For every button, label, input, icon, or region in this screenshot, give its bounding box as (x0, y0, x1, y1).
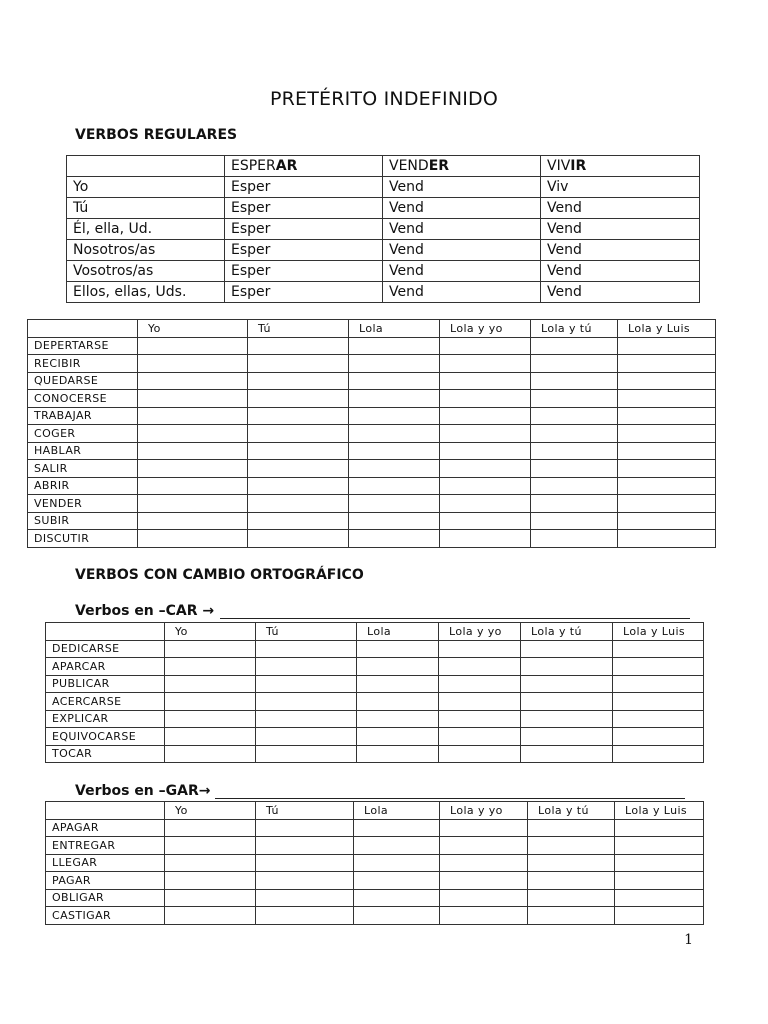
answer-cell[interactable] (528, 907, 615, 925)
answer-cell[interactable] (138, 425, 248, 443)
answer-cell[interactable] (349, 355, 440, 373)
answer-cell[interactable] (354, 889, 440, 907)
answer-cell[interactable] (618, 337, 716, 355)
regular-verbs-heading: VERBOS REGULARES (75, 127, 238, 143)
answer-cell[interactable] (138, 512, 248, 530)
verb-ending: IR (570, 158, 587, 174)
answer-cell[interactable] (165, 889, 256, 907)
table-row (28, 355, 716, 373)
answer-cell[interactable] (138, 372, 248, 390)
answer-cell[interactable] (165, 872, 256, 890)
car-heading (75, 603, 214, 619)
answer-cell[interactable] (256, 745, 357, 763)
verb-cell: TOCAR (46, 745, 165, 763)
answer-cell[interactable] (439, 728, 521, 746)
answer-cell[interactable] (528, 872, 615, 890)
practice-table (27, 319, 716, 548)
answer-cell[interactable] (618, 390, 716, 408)
empty-corner-cell (46, 623, 165, 641)
table-row (67, 240, 700, 261)
empty-corner-cell (67, 156, 225, 177)
answer-cell[interactable] (439, 745, 521, 763)
verb-cell: APAGAR (46, 819, 165, 837)
table-row (46, 889, 704, 907)
pronoun-header-cell: Lola y yo (440, 320, 531, 338)
verb-cell: EXPLICAR (46, 710, 165, 728)
answer-cell[interactable] (618, 530, 716, 548)
conjugation-cell: Vend (541, 282, 700, 303)
verb-cell: ABRIR (28, 477, 138, 495)
answer-cell[interactable] (440, 495, 531, 513)
conjugation-cell: Vend (541, 261, 700, 282)
pronoun-header-cell: Lola y yo (439, 623, 521, 641)
answer-cell[interactable] (256, 907, 354, 925)
answer-cell[interactable] (248, 355, 349, 373)
answer-cell[interactable] (439, 710, 521, 728)
answer-cell[interactable] (615, 819, 704, 837)
verb-cell: OBLIGAR (46, 889, 165, 907)
answer-cell[interactable] (613, 710, 704, 728)
gar-heading-label: Verbos en –GAR (75, 783, 199, 799)
answer-cell[interactable] (354, 819, 440, 837)
pronoun-header-cell: Tú (256, 802, 354, 820)
answer-cell[interactable] (349, 372, 440, 390)
pronoun-header-cell: Lola (349, 320, 440, 338)
answer-cell[interactable] (521, 693, 613, 711)
pronoun-header-cell: Tú (248, 320, 349, 338)
pronoun-header-cell: Tú (256, 623, 357, 641)
answer-cell[interactable] (521, 728, 613, 746)
answer-cell[interactable] (440, 460, 531, 478)
answer-cell[interactable] (440, 837, 528, 855)
answer-cell[interactable] (165, 658, 256, 676)
table-row (46, 819, 704, 837)
gar-table (45, 801, 704, 925)
answer-cell[interactable] (528, 819, 615, 837)
table-row (28, 460, 716, 478)
verb-cell: COGER (28, 425, 138, 443)
answer-cell[interactable] (440, 889, 528, 907)
answer-cell[interactable] (618, 512, 716, 530)
conjugation-cell: Esper (225, 177, 383, 198)
verb-cell: APARCAR (46, 658, 165, 676)
verb-cell: DEPERTARSE (28, 337, 138, 355)
answer-cell[interactable] (439, 693, 521, 711)
answer-cell[interactable] (531, 477, 618, 495)
conjugation-cell: Vend (541, 240, 700, 261)
grid-header-row (46, 623, 704, 641)
table-row (46, 854, 704, 872)
answer-cell[interactable] (440, 390, 531, 408)
answer-cell[interactable] (165, 854, 256, 872)
answer-cell[interactable] (354, 907, 440, 925)
pronoun-header-cell: Yo (165, 623, 256, 641)
answer-cell[interactable] (165, 710, 256, 728)
answer-cell[interactable] (357, 745, 439, 763)
table-row (46, 675, 704, 693)
answer-cell[interactable] (357, 693, 439, 711)
pronoun-header-cell: Yo (138, 320, 248, 338)
conjugation-cell: Esper (225, 261, 383, 282)
answer-cell[interactable] (439, 675, 521, 693)
answer-cell[interactable] (256, 658, 357, 676)
answer-cell[interactable] (256, 889, 354, 907)
answer-cell[interactable] (618, 372, 716, 390)
answer-cell[interactable] (349, 390, 440, 408)
table-row (67, 282, 700, 303)
answer-cell[interactable] (615, 837, 704, 855)
verb-column-header (225, 156, 383, 177)
answer-cell[interactable] (138, 407, 248, 425)
car-heading-label: Verbos en –CAR (75, 603, 198, 619)
answer-cell[interactable] (618, 355, 716, 373)
answer-cell[interactable] (531, 425, 618, 443)
answer-cell[interactable] (615, 854, 704, 872)
answer-cell[interactable] (349, 530, 440, 548)
empty-corner-cell (28, 320, 138, 338)
answer-cell[interactable] (531, 495, 618, 513)
page-title: PRETÉRITO INDEFINIDO (269, 88, 499, 110)
table-row (28, 442, 716, 460)
verb-cell: DISCUTIR (28, 530, 138, 548)
answer-cell[interactable] (615, 872, 704, 890)
arrow-right-icon: → (202, 603, 215, 619)
conjugation-cell: Vend (383, 240, 541, 261)
pronoun-header-cell: Lola y Luis (615, 802, 704, 820)
table-row (67, 261, 700, 282)
answer-cell[interactable] (138, 442, 248, 460)
pronoun-header-cell: Lola y yo (440, 802, 528, 820)
verb-ending: AR (275, 158, 298, 174)
table-row (28, 407, 716, 425)
conjugation-cell: Vend (383, 282, 541, 303)
answer-cell[interactable] (165, 675, 256, 693)
answer-cell[interactable] (357, 640, 439, 658)
answer-cell[interactable] (349, 495, 440, 513)
verb-cell: ENTREGAR (46, 837, 165, 855)
answer-cell[interactable] (440, 530, 531, 548)
empty-corner-cell (46, 802, 165, 820)
answer-cell[interactable] (613, 658, 704, 676)
pronoun-cell: Ellos, ellas, Uds. (67, 282, 225, 303)
answer-cell[interactable] (357, 675, 439, 693)
table-row (46, 640, 704, 658)
answer-cell[interactable] (531, 530, 618, 548)
answer-cell[interactable] (531, 390, 618, 408)
answer-cell[interactable] (138, 530, 248, 548)
answer-cell[interactable] (528, 837, 615, 855)
answer-cell[interactable] (440, 372, 531, 390)
verb-column-header (541, 156, 700, 177)
answer-cell[interactable] (248, 425, 349, 443)
table-row (46, 728, 704, 746)
pronoun-header-cell: Lola y Luis (618, 320, 716, 338)
answer-cell[interactable] (357, 710, 439, 728)
answer-cell[interactable] (531, 337, 618, 355)
answer-cell[interactable] (521, 710, 613, 728)
answer-cell[interactable] (354, 854, 440, 872)
answer-cell[interactable] (528, 854, 615, 872)
answer-cell[interactable] (256, 640, 357, 658)
answer-cell[interactable] (440, 512, 531, 530)
table-row (46, 745, 704, 763)
table-row (28, 425, 716, 443)
conjugation-cell: Esper (225, 240, 383, 261)
verb-cell: EQUIVOCARSE (46, 728, 165, 746)
answer-cell[interactable] (531, 407, 618, 425)
pronoun-cell: Yo (67, 177, 225, 198)
answer-cell[interactable] (256, 675, 357, 693)
conjugation-cell: Vend (541, 219, 700, 240)
answer-cell[interactable] (256, 837, 354, 855)
answer-cell[interactable] (165, 640, 256, 658)
answer-cell[interactable] (138, 337, 248, 355)
verb-cell: TRABAJAR (28, 407, 138, 425)
answer-cell[interactable] (248, 495, 349, 513)
verb-stem: VIV (547, 158, 571, 174)
verb-cell: SALIR (28, 460, 138, 478)
answer-cell[interactable] (440, 425, 531, 443)
table-row (46, 872, 704, 890)
answer-cell[interactable] (165, 837, 256, 855)
answer-cell[interactable] (531, 460, 618, 478)
conjugation-cell: Esper (225, 198, 383, 219)
table-row (67, 219, 700, 240)
page-number: 1 (684, 932, 693, 948)
answer-cell[interactable] (615, 889, 704, 907)
answer-cell[interactable] (613, 675, 704, 693)
answer-cell[interactable] (618, 442, 716, 460)
answer-cell[interactable] (248, 477, 349, 495)
verb-cell: DEDICARSE (46, 640, 165, 658)
answer-cell[interactable] (440, 819, 528, 837)
answer-cell[interactable] (349, 460, 440, 478)
verb-cell: PAGAR (46, 872, 165, 890)
answer-cell[interactable] (531, 355, 618, 373)
answer-cell[interactable] (521, 745, 613, 763)
answer-cell[interactable] (256, 854, 354, 872)
answer-cell[interactable] (354, 872, 440, 890)
verb-cell: CASTIGAR (46, 907, 165, 925)
answer-cell[interactable] (138, 495, 248, 513)
answer-cell[interactable] (256, 819, 354, 837)
verb-ending: ER (428, 158, 450, 174)
pronoun-cell: Nosotros/as (67, 240, 225, 261)
orthographic-heading: VERBOS CON CAMBIO ORTOGRÁFICO (75, 567, 364, 583)
answer-cell[interactable] (349, 512, 440, 530)
answer-cell[interactable] (613, 640, 704, 658)
conjugation-cell: Vend (383, 198, 541, 219)
answer-cell[interactable] (357, 658, 439, 676)
verb-cell: CONOCERSE (28, 390, 138, 408)
answer-cell[interactable] (165, 693, 256, 711)
answer-cell[interactable] (248, 337, 349, 355)
pronoun-cell: Tú (67, 198, 225, 219)
answer-cell[interactable] (248, 530, 349, 548)
gar-answer-line[interactable] (215, 798, 685, 799)
pronoun-header-cell: Lola y tú (531, 320, 618, 338)
answer-cell[interactable] (618, 460, 716, 478)
table-row (28, 530, 716, 548)
answer-cell[interactable] (349, 442, 440, 460)
conjugation-cell: Esper (225, 219, 383, 240)
answer-cell[interactable] (248, 407, 349, 425)
answer-cell[interactable] (165, 907, 256, 925)
grid-header-row (28, 320, 716, 338)
verb-column-header (383, 156, 541, 177)
answer-cell[interactable] (138, 355, 248, 373)
table-row (46, 658, 704, 676)
answer-cell[interactable] (618, 425, 716, 443)
answer-cell[interactable] (349, 407, 440, 425)
answer-cell[interactable] (248, 372, 349, 390)
table-row (46, 907, 704, 925)
table-row (46, 693, 704, 711)
answer-cell[interactable] (618, 407, 716, 425)
answer-cell[interactable] (440, 907, 528, 925)
answer-cell[interactable] (618, 477, 716, 495)
verb-stem: ESPER (231, 158, 276, 174)
answer-cell[interactable] (440, 355, 531, 373)
pronoun-cell: Vosotros/as (67, 261, 225, 282)
answer-cell[interactable] (256, 710, 357, 728)
answer-cell[interactable] (354, 837, 440, 855)
answer-cell[interactable] (248, 442, 349, 460)
answer-cell[interactable] (138, 477, 248, 495)
answer-cell[interactable] (615, 907, 704, 925)
answer-cell[interactable] (256, 693, 357, 711)
gar-heading (75, 783, 211, 799)
verb-cell: PUBLICAR (46, 675, 165, 693)
answer-cell[interactable] (248, 390, 349, 408)
answer-cell[interactable] (165, 728, 256, 746)
verb-cell: HABLAR (28, 442, 138, 460)
table-row (28, 495, 716, 513)
answer-cell[interactable] (521, 675, 613, 693)
car-answer-line[interactable] (220, 618, 690, 619)
table-row (28, 337, 716, 355)
answer-cell[interactable] (618, 495, 716, 513)
answer-cell[interactable] (165, 745, 256, 763)
table-row (28, 512, 716, 530)
conjugation-cell: Viv (541, 177, 700, 198)
answer-cell[interactable] (521, 658, 613, 676)
answer-cell[interactable] (440, 407, 531, 425)
table-row (46, 837, 704, 855)
verb-stem: VEND (389, 158, 429, 174)
table-row (67, 177, 700, 198)
table-row (28, 477, 716, 495)
pronoun-header-cell: Lola (354, 802, 440, 820)
answer-cell[interactable] (531, 372, 618, 390)
answer-cell[interactable] (439, 640, 521, 658)
answer-cell[interactable] (138, 390, 248, 408)
grid-header-row (46, 802, 704, 820)
verb-cell: SUBIR (28, 512, 138, 530)
verb-cell: LLEGAR (46, 854, 165, 872)
conjugation-cell: Vend (383, 177, 541, 198)
answer-cell[interactable] (531, 512, 618, 530)
table-row (46, 710, 704, 728)
answer-cell[interactable] (439, 658, 521, 676)
answer-cell[interactable] (165, 819, 256, 837)
answer-cell[interactable] (440, 854, 528, 872)
answer-cell[interactable] (248, 512, 349, 530)
answer-cell[interactable] (256, 728, 357, 746)
answer-cell[interactable] (349, 425, 440, 443)
car-table (45, 622, 704, 763)
answer-cell[interactable] (613, 745, 704, 763)
answer-cell[interactable] (349, 337, 440, 355)
conjugation-cell: Vend (541, 198, 700, 219)
answer-cell[interactable] (256, 872, 354, 890)
pronoun-header-cell: Lola y tú (528, 802, 615, 820)
answer-cell[interactable] (349, 477, 440, 495)
answer-cell[interactable] (357, 728, 439, 746)
verb-cell: VENDER (28, 495, 138, 513)
answer-cell[interactable] (440, 477, 531, 495)
conjugation-cell: Esper (225, 282, 383, 303)
pronoun-header-cell: Lola y Luis (613, 623, 704, 641)
answer-cell[interactable] (528, 889, 615, 907)
pronoun-header-cell: Lola y tú (521, 623, 613, 641)
answer-cell[interactable] (248, 460, 349, 478)
pronoun-header-cell: Yo (165, 802, 256, 820)
answer-cell[interactable] (521, 640, 613, 658)
verb-cell: QUEDARSE (28, 372, 138, 390)
pronoun-cell: Él, ella, Ud. (67, 219, 225, 240)
answer-cell[interactable] (440, 337, 531, 355)
conjugation-cell: Vend (383, 219, 541, 240)
table-row (28, 372, 716, 390)
pronoun-header-cell: Lola (357, 623, 439, 641)
answer-cell[interactable] (613, 693, 704, 711)
verb-cell: ACERCARSE (46, 693, 165, 711)
answer-cell[interactable] (440, 872, 528, 890)
regular-verbs-table (66, 155, 700, 303)
table-row (67, 198, 700, 219)
answer-cell[interactable] (613, 728, 704, 746)
verb-cell: RECIBIR (28, 355, 138, 373)
regular-header-row (67, 156, 700, 177)
answer-cell[interactable] (440, 442, 531, 460)
table-row (28, 390, 716, 408)
conjugation-cell: Vend (383, 261, 541, 282)
answer-cell[interactable] (531, 442, 618, 460)
arrow-right-icon: → (198, 783, 211, 799)
answer-cell[interactable] (138, 460, 248, 478)
